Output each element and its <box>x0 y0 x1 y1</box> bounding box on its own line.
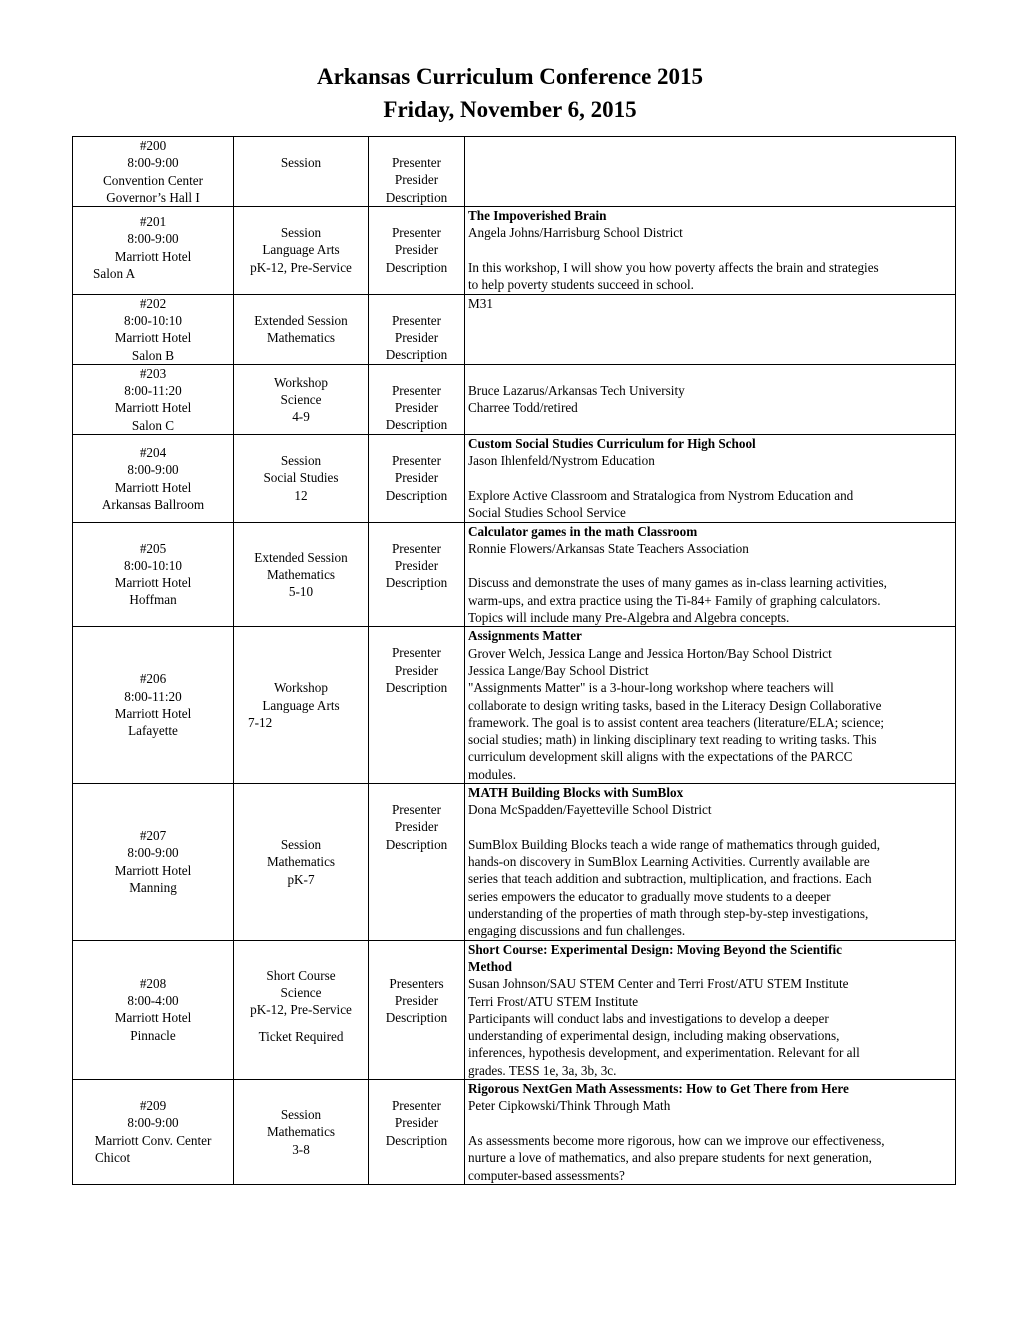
session-time: 8:00-11:20 <box>124 688 182 704</box>
session-venue: Marriott Hotel <box>114 248 192 264</box>
role-label: Presider <box>394 819 439 835</box>
session-row <box>73 294 956 364</box>
session-type-label: Workshop <box>274 374 328 390</box>
session-subject: Social Studies <box>263 470 339 486</box>
description-line: Explore Active Classroom and Stratalogica from Nystrom Education and <box>468 487 854 503</box>
session-type <box>234 364 369 434</box>
session-number: #203 <box>139 365 167 381</box>
session-venue: Marriott Hotel <box>114 479 192 495</box>
session-number: #206 <box>139 671 167 687</box>
session-type <box>234 940 369 1079</box>
session-title: Method <box>468 958 512 974</box>
role-label: Description <box>385 189 448 205</box>
session-row <box>73 207 956 294</box>
session-subject: Science <box>280 984 322 1000</box>
session-details <box>465 207 956 294</box>
session-roles <box>369 435 465 522</box>
role-label: Presenter <box>391 225 442 241</box>
session-grades: 3-8 <box>292 1141 310 1157</box>
ticket-required-note: Ticket Required <box>258 1028 344 1044</box>
session-type <box>234 137 369 207</box>
role-label: Presider <box>394 557 439 573</box>
session-room: Pinnacle <box>130 1027 176 1043</box>
session-grades: 5-10 <box>288 584 314 600</box>
presider-name: Jessica Lange/Bay School District <box>468 662 649 678</box>
role-label: Description <box>385 575 448 591</box>
description-line: understanding of experimental design, including making observations, <box>468 1028 840 1044</box>
session-venue: Marriott Hotel <box>114 862 192 878</box>
session-type-label: Session <box>280 155 322 170</box>
role-label: Presenter <box>391 453 442 469</box>
session-details <box>465 1080 956 1185</box>
role-label: Description <box>385 1010 448 1026</box>
session-roles <box>369 627 465 784</box>
session-subject: Mathematics <box>266 329 336 345</box>
session-info <box>73 1080 234 1185</box>
presenter-name: Angela Johns/Harrisburg School District <box>468 225 683 241</box>
session-row <box>73 137 956 207</box>
session-details <box>465 627 956 784</box>
session-title: Short Course: Experimental Design: Moving Beyond the Scientific <box>468 941 842 957</box>
session-type-label: Session <box>280 453 322 469</box>
session-type-label: Session <box>280 836 322 852</box>
session-number: #204 <box>139 445 167 461</box>
description-line: engaging discussions and fun challenges. <box>468 923 686 939</box>
session-info <box>73 627 234 784</box>
session-type <box>234 294 369 364</box>
role-label: Description <box>385 1132 448 1148</box>
session-title: Assignments Matter <box>468 628 582 644</box>
session-row <box>73 364 956 434</box>
session-room: Arkansas Ballroom <box>101 496 205 512</box>
description-line: modules. <box>468 766 516 782</box>
role-label: Presenters <box>389 975 444 991</box>
session-roles <box>369 940 465 1079</box>
page-title: Arkansas Curriculum Conference 2015 <box>316 64 704 89</box>
description-line: Social Studies School Service <box>468 505 626 521</box>
description-line: inferences, hypothesis development, and experimentation. Relevant for all <box>468 1045 860 1061</box>
session-info <box>73 364 234 434</box>
session-time: 8:00-9:00 <box>127 845 179 861</box>
role-label: Presenter <box>391 645 442 661</box>
session-details <box>465 940 956 1079</box>
session-grades: 12 <box>294 487 308 503</box>
schedule-table <box>72 136 956 1185</box>
session-subject: Mathematics <box>266 1124 336 1140</box>
session-info <box>73 783 234 940</box>
session-type-label: Short Course <box>266 967 336 983</box>
session-number: #200 <box>139 138 167 153</box>
session-type <box>234 1080 369 1185</box>
session-type <box>234 522 369 627</box>
session-row <box>73 783 956 940</box>
role-label: Description <box>385 679 448 695</box>
description-line: computer-based assessments? <box>468 1167 625 1183</box>
session-room: Chicot <box>95 1149 131 1165</box>
session-type-label: Session <box>280 225 322 241</box>
session-roles <box>369 783 465 940</box>
session-info <box>73 940 234 1079</box>
description-line: In this workshop, I will show you how poverty affects the brain and strategies <box>468 260 879 276</box>
presenter-name: Susan Johnson/SAU STEM Center and Terri Frost/ATU STEM Institute <box>468 976 849 992</box>
session-row <box>73 1080 956 1185</box>
role-label: Presenter <box>391 540 442 556</box>
presenter-name: Ronnie Flowers/Arkansas State Teachers Association <box>468 540 749 556</box>
session-venue: Marriott Hotel <box>114 575 192 591</box>
session-type <box>234 783 369 940</box>
session-venue: Marriott Conv. Center <box>94 1132 212 1148</box>
session-details <box>465 522 956 627</box>
session-number: #207 <box>139 827 167 843</box>
session-type <box>234 435 369 522</box>
page-subtitle: Friday, November 6, 2015 <box>383 97 637 122</box>
description-line: to help poverty students succeed in school. <box>468 277 694 293</box>
description-line: collaborate to design writing tasks, based in the Literacy Design Collaborative <box>468 697 882 713</box>
session-number: #201 <box>139 214 167 230</box>
description-line: "Assignments Matter" is a 3-hour-long workshop where teachers will <box>468 680 834 696</box>
session-grades: 4-9 <box>292 409 310 425</box>
role-label: Description <box>385 259 448 275</box>
session-type-label: Session <box>280 1107 322 1123</box>
description-line: As assessments become more rigorous, how can we improve our effectiveness, <box>468 1132 885 1148</box>
role-label: Presider <box>394 470 439 486</box>
session-time: 8:00-10:10 <box>124 312 182 328</box>
description-line: Topics will include many Pre-Algebra and Algebra concepts. <box>468 610 790 626</box>
session-title: Calculator games in the math Classroom <box>468 523 698 539</box>
session-room: Lafayette <box>128 723 178 739</box>
session-time: 8:00-10:10 <box>124 557 182 573</box>
presenter-name: Bruce Lazarus/Arkansas Tech University <box>468 382 685 398</box>
session-row <box>73 435 956 522</box>
presenter-name: Dona McSpadden/Fayetteville School District <box>468 802 712 818</box>
session-roles <box>369 137 465 207</box>
role-label: Description <box>385 487 448 503</box>
session-venue: Marriott Hotel <box>114 705 192 721</box>
session-info <box>73 137 234 207</box>
session-roles <box>369 1080 465 1185</box>
session-grades: pK-12, Pre-Service <box>250 1002 352 1018</box>
role-label: Presider <box>394 992 439 1008</box>
session-info <box>73 435 234 522</box>
session-subject: Language Arts <box>262 697 340 713</box>
role-label: Presider <box>394 329 439 345</box>
session-venue: Marriott Hotel <box>114 330 192 346</box>
description-line: Discuss and demonstrate the uses of many games as in-class learning activities, <box>468 575 887 591</box>
description-line: series that teach addition and subtraction, multiplication, and fractions. Each <box>468 871 872 887</box>
session-roles <box>369 522 465 627</box>
session-info <box>73 522 234 627</box>
presider-name: Terri Frost/ATU STEM Institute <box>468 993 639 1009</box>
session-details <box>465 783 956 940</box>
session-details <box>465 137 956 207</box>
role-label: Presider <box>394 400 439 416</box>
session-details <box>465 364 956 434</box>
session-subject: Language Arts <box>262 242 340 258</box>
role-label: Presider <box>394 1115 439 1131</box>
session-room: Salon A <box>93 266 136 282</box>
role-label: Presider <box>394 172 439 188</box>
session-details <box>465 435 956 522</box>
session-grades: pK-12, Pre-Service <box>250 259 352 275</box>
session-details <box>465 294 956 364</box>
session-info <box>73 294 234 364</box>
description-line: SumBlox Building Blocks teach a wide range of mathematics through guided, <box>468 836 881 852</box>
session-grades: pK-7 <box>287 871 315 887</box>
session-title: M31 <box>468 295 493 311</box>
session-subject: Science <box>280 392 322 408</box>
session-title: Custom Social Studies Curriculum for High School <box>468 436 756 452</box>
session-roles <box>369 364 465 434</box>
session-number: #202 <box>139 295 167 311</box>
session-venue: Convention Center <box>103 172 203 188</box>
presenter-name: Grover Welch, Jessica Lange and Jessica Horton/Bay School District <box>468 645 832 661</box>
session-time: 8:00-9:00 <box>127 231 179 247</box>
session-grades: 7-12 <box>248 714 273 730</box>
session-room: Manning <box>129 879 177 895</box>
session-row <box>73 627 956 784</box>
role-label: Description <box>385 417 448 433</box>
description-line: understanding of the properties of math through step-by-step investigations, <box>468 906 869 922</box>
session-row <box>73 940 956 1079</box>
session-info <box>73 207 234 294</box>
session-type-label: Extended Session <box>254 549 348 565</box>
session-type-label: Extended Session <box>254 312 348 328</box>
session-room: Salon B <box>131 347 175 363</box>
session-title: MATH Building Blocks with SumBlox <box>468 784 684 800</box>
role-label: Description <box>385 347 448 363</box>
session-time: 8:00-9:00 <box>127 462 179 478</box>
role-label: Presenter <box>391 801 442 817</box>
presenter-name: Peter Cipkowski/Think Through Math <box>468 1098 671 1114</box>
description-line: series empowers the educator to gradually move students to a deeper <box>468 888 831 904</box>
description-line: nurture a love of mathematics, and also prepare students for next generation, <box>468 1150 872 1166</box>
session-type <box>234 207 369 294</box>
description-line: grades. TESS 1e, 3a, 3b, 3c. <box>468 1062 617 1078</box>
session-venue: Marriott Hotel <box>114 400 192 416</box>
session-roles <box>369 207 465 294</box>
description-line: warm-ups, and extra practice using the Ti-84+ Family of graphing calculators. <box>468 592 881 608</box>
description-line: social studies; math) in linking disciplinary text reading to writing tasks. This <box>468 732 877 748</box>
role-label: Presider <box>394 242 439 258</box>
description-line: curriculum development skill aligns with the expectations of the PARCC <box>468 749 853 765</box>
session-title: The Impoverished Brain <box>468 208 607 224</box>
session-row <box>73 522 956 627</box>
presenter-name: Jason Ihlenfeld/Nystrom Education <box>468 453 655 469</box>
session-type <box>234 627 369 784</box>
session-subject: Mathematics <box>266 854 336 870</box>
session-subject: Mathematics <box>266 566 336 582</box>
description-line: Participants will conduct labs and investigations to develop a deeper <box>468 1010 829 1026</box>
role-label: Presenter <box>391 1098 442 1114</box>
role-label: Presenter <box>391 155 442 170</box>
description-line: framework. The goal is to assist content area teachers (literature/ELA; science; <box>468 714 885 730</box>
session-number: #205 <box>139 540 167 556</box>
session-room: Governor’s Hall I <box>106 189 200 205</box>
role-label: Presider <box>394 662 439 678</box>
session-room: Salon C <box>131 417 175 433</box>
session-venue: Marriott Hotel <box>114 1010 192 1026</box>
session-roles <box>369 294 465 364</box>
session-time: 8:00-4:00 <box>127 992 179 1008</box>
session-time: 8:00-9:00 <box>127 155 179 171</box>
role-label: Presenter <box>391 312 442 328</box>
presider-name: Charree Todd/retired <box>468 400 578 416</box>
description-line: hands-on discovery in SumBlox Learning Activities. Currently available are <box>468 854 870 870</box>
role-label: Presenter <box>391 382 442 398</box>
session-title: Rigorous NextGen Math Assessments: How to Get There from Here <box>468 1081 849 1097</box>
session-time: 8:00-9:00 <box>127 1115 179 1131</box>
session-number: #208 <box>139 975 167 991</box>
session-time: 8:00-11:20 <box>124 383 182 399</box>
session-number: #209 <box>139 1098 167 1114</box>
role-label: Description <box>385 836 448 852</box>
session-type-label: Workshop <box>274 680 328 696</box>
session-room: Hoffman <box>129 592 177 608</box>
